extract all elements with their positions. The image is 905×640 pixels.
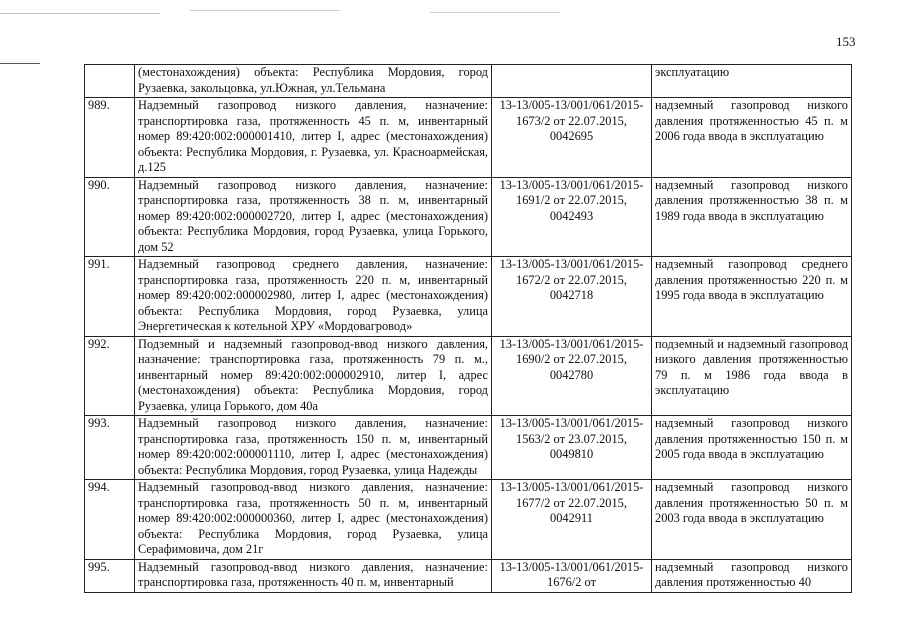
registration-record: 13-13/005-13/001/061/2015-1690/2 от 22.07.2015, 0042780 bbox=[492, 336, 652, 416]
object-description: Надземный газопровод-ввод низкого давления, назначение: транспортировка газа, протяженность 40 п. м, инвентарный bbox=[135, 559, 492, 592]
scan-mark bbox=[190, 10, 340, 11]
registration-record bbox=[492, 65, 652, 98]
row-number: 994. bbox=[85, 480, 135, 560]
object-note: надземный газопровод низкого давления протяженностью 38 п. м 1989 года ввода в эксплуатацию bbox=[652, 177, 852, 257]
scan-mark bbox=[0, 13, 160, 14]
object-description: Надземный газопровод среднего давления, назначение: транспортировка газа, протяженность 220 п. м, инвентарный номер 89:420:002:000002980, литер I, адрес (местонахождения) объекта: Республика Мордовия, город Рузаевка, улица Энергетическая к котельной ХРУ «Мордовагровод» bbox=[135, 257, 492, 337]
table-row bbox=[85, 98, 852, 178]
scan-mark bbox=[0, 63, 40, 64]
row-number: 989. bbox=[85, 98, 135, 178]
table-row bbox=[85, 480, 852, 560]
object-description: Надземный газопровод низкого давления, назначение: транспортировка газа, протяженность 45 п. м, инвентарный номер 89:420:002:000001410, литер I, адрес (местонахождения) объекта: Республика Мордовия, г. Рузаевка, ул. Красноармейская, д.125 bbox=[135, 98, 492, 178]
object-note: подземный и надземный газопровод низкого давления протяженностью 79 п. м 1986 года ввода в эксплуатацию bbox=[652, 336, 852, 416]
object-note: надземный газопровод низкого давления протяженностью 50 п. м 2003 года ввода в эксплуатацию bbox=[652, 480, 852, 560]
table-row bbox=[85, 336, 852, 416]
object-note: надземный газопровод низкого давления протяженностью 150 п. м 2005 года ввода в эксплуатацию bbox=[652, 416, 852, 480]
table-row bbox=[85, 559, 852, 592]
row-number bbox=[85, 65, 135, 98]
row-number: 993. bbox=[85, 416, 135, 480]
registration-record: 13-13/005-13/001/061/2015-1676/2 от bbox=[492, 559, 652, 592]
registration-record: 13-13/005-13/001/061/2015-1672/2 от 22.07.2015, 0042718 bbox=[492, 257, 652, 337]
table-row bbox=[85, 257, 852, 337]
object-description: Надземный газопровод низкого давления, назначение: транспортировка газа, протяженность 150 п. м, инвентарный номер 89:420:002:000001110, литер I, адрес (местонахождения) объекта: Республика Мордовия, город Рузаевка, улица Надежды bbox=[135, 416, 492, 480]
object-note: эксплуатацию bbox=[652, 65, 852, 98]
row-number: 992. bbox=[85, 336, 135, 416]
row-number: 990. bbox=[85, 177, 135, 257]
registration-record: 13-13/005-13/001/061/2015-1677/2 от 22.07.2015, 0042911 bbox=[492, 480, 652, 560]
object-note: надземный газопровод низкого давления протяженностью 40 bbox=[652, 559, 852, 592]
registry-table bbox=[84, 64, 852, 593]
object-description: (местонахождения) объекта: Республика Мордовия, город Рузаевка, закольцовка, ул.Южная, ул.Тельмана bbox=[135, 65, 492, 98]
table-row bbox=[85, 65, 852, 98]
object-note: надземный газопровод среднего давления протяженностью 220 п. м 1995 года ввода в эксплуатацию bbox=[652, 257, 852, 337]
scan-mark bbox=[430, 12, 560, 13]
object-description: Надземный газопровод-ввод низкого давления, назначение: транспортировка газа, протяженность 50 п. м, инвентарный номер 89:420:002:000000360, литер I, адрес (местонахождения) объекта: Республика Мордовия, город Рузаевка, улица Серафимовича, дом 21г bbox=[135, 480, 492, 560]
page-number: 153 bbox=[836, 34, 856, 49]
row-number: 991. bbox=[85, 257, 135, 337]
object-description: Подземный и надземный газопровод-ввод низкого давления, назначение: транспортировка газа, протяженность 79 п. м., инвентарный номер 89:420:002:000002910, литер I, адрес (местонахождения) объекта: Республика Мордовия, город Рузаевка, улица Горького, дом 40а bbox=[135, 336, 492, 416]
table-row bbox=[85, 416, 852, 480]
object-note: надземный газопровод низкого давления протяженностью 45 п. м 2006 года ввода в эксплуатацию bbox=[652, 98, 852, 178]
registration-record: 13-13/005-13/001/061/2015-1673/2 от 22.07.2015, 0042695 bbox=[492, 98, 652, 178]
row-number: 995. bbox=[85, 559, 135, 592]
table-row bbox=[85, 177, 852, 257]
registration-record: 13-13/005-13/001/061/2015-1563/2 от 23.07.2015, 0049810 bbox=[492, 416, 652, 480]
object-description: Надземный газопровод низкого давления, назначение: транспортировка газа, протяженность 38 п. м, инвентарный номер 89:420:002:000002720, литер I, адрес (местонахождения) объекта: Республика Мордовия, город Рузаевка, улица Горького, дом 52 bbox=[135, 177, 492, 257]
registration-record: 13-13/005-13/001/061/2015-1691/2 от 22.07.2015, 0042493 bbox=[492, 177, 652, 257]
